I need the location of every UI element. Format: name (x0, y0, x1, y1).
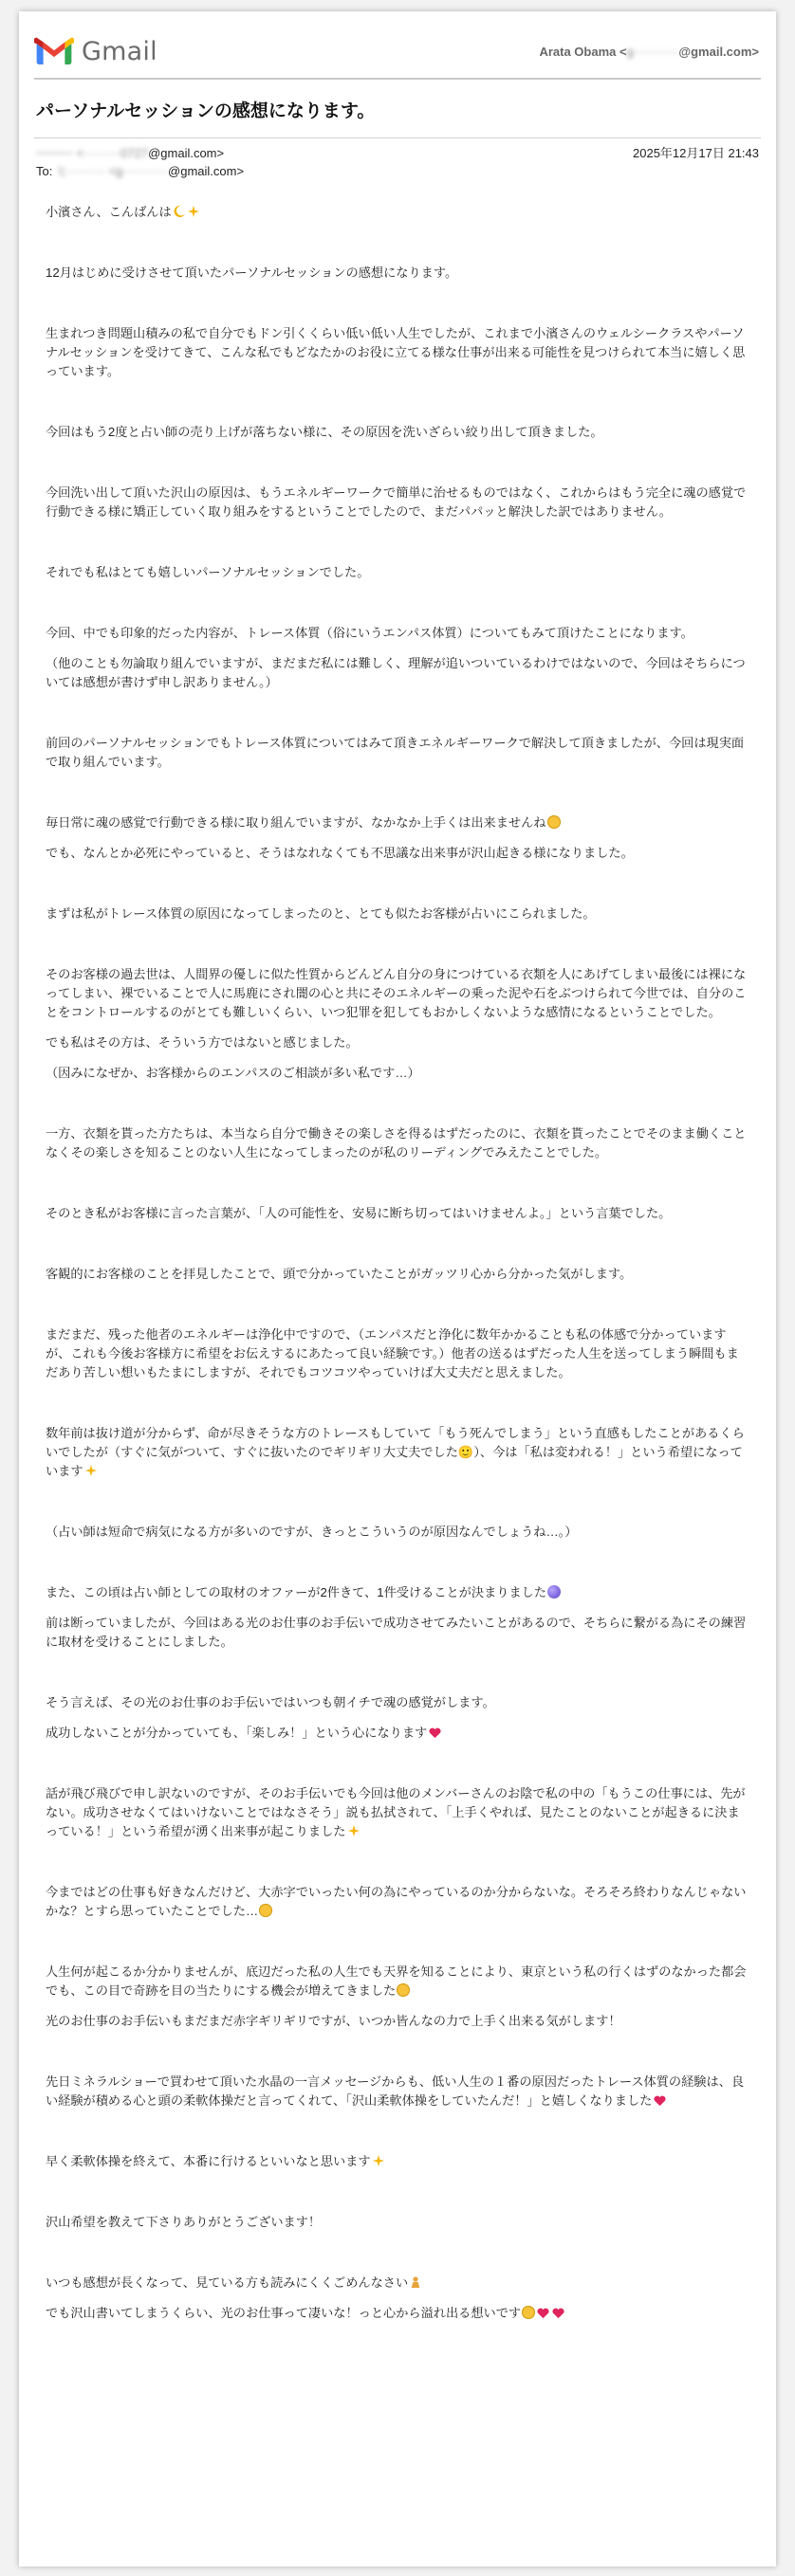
body-paragraph: 先日ミネラルショーで買わせて頂いた水晶の一言メッセージからも、低い人生の１番の原因だったトレース体質の経験は、良い経験が積める心と頭の柔軟体操だと言ってくれて、「沢山柔軟体操をしていたんだ！」と嬉しくなりました (46, 2074, 745, 2108)
body-paragraph: そのお客様の過去世は、人間界の優しに似た性質からどんどん自分の身につけている衣類を人にあげてしまい最後には裸になってしまい、裸でいることで人に馬鹿にされ闇の心と共にそのエネルギーの乗った泥や石をぶつけられて今世では、自分のことをコントロールするのがとても難しいくらい、いつ犯罪を犯してもおかしくないような感情になるということでした。 (46, 967, 747, 1019)
grinning-face-icon (547, 815, 561, 829)
body-paragraph: 今まではどの仕事も好きなんだけど、大赤字でいったい何の為にやっているのか分からないな。そろそろ終わりなんじゃないかな？とすら思っていたことでした… (46, 1885, 747, 1918)
email-date: 2025年12月17日 21:43 (633, 146, 759, 160)
body-paragraph: 一方、衣類を貰った方たちは、本当なら自分で働きその楽しさを得るはずだったのに、衣類を貰ったことでそのまま働くことなくその楽しさを知ることのない人生になってしまったのが私のリーディングでみえたことでした。 (46, 1126, 747, 1160)
crystal-ball-icon (547, 1585, 561, 1599)
heart-icon (428, 1727, 442, 1739)
email-meta (30, 138, 765, 180)
sparkles-icon (84, 1464, 98, 1477)
to-row (36, 162, 759, 180)
gmail-m-icon (34, 36, 74, 66)
crescent-moon-icon (173, 205, 186, 218)
email-subject: パーソナルセッションの感想になります。 (36, 101, 376, 121)
sender-name-hidden: ········· (36, 146, 73, 160)
account-email-hidden: g··········· (626, 44, 679, 59)
sparkles-icon (347, 1824, 361, 1837)
body-paragraph: 早く柔軟体操を終えて、本番に行けるといいなと思います (46, 2152, 749, 2171)
body-paragraph: でも沢山書いてしまうくらい、光のお仕事って凄いな！っと心から溢れ出る想いです (46, 2304, 749, 2323)
sender-email-domain: @gmail.com> (148, 146, 225, 160)
body-paragraph: 前は断っていましたが、今回はある光のお仕事のお手伝いで成功させてみたいことがあるので、そちらに繋がる為にその練習に取材を受けることにしました。 (46, 1616, 747, 1649)
bow-icon (409, 2275, 422, 2289)
body-paragraph: 前回のパーソナルセッションでもトレース体質についてはみて頂きエネルギーワークで解決して頂きましたが、今回は現実面で取り組んでいます。 (46, 736, 745, 769)
body-paragraph: 今回はもう2度と占い師の売り上げが落ちない様に、その原因を洗いざらい絞り出して頂きました。 (46, 425, 603, 439)
grinning-face-icon (259, 1904, 272, 1917)
body-paragraph: 光のお仕事のお手伝いもまだまだ赤字ギリギリですが、いつか皆んなの力で上手く出来る気がします！ (46, 2014, 621, 2028)
body-paragraph: 人生何が起こるか分かりませんが、底辺だった私の人生でも天界を知ることにより、東京という私の行くはずのなかった都会でも、この目で奇跡を目の当たりにする機会が増えてきました (46, 1964, 747, 1998)
body-paragraph: まだまだ、残った他者のエネルギーは浄化中ですので、（エンパスだと浄化に数年かかることも私の体感で分かっていますが、これも今後お客様方に希望をお伝えするにあたって良い経験です。）他者の送るはずだった人生を送ってしまう瞬間もまだあり苦しい想いもたまにしますが、それでもコツコツやっていけば大丈夫だと思えました。 (46, 1327, 739, 1379)
recipient-name-hidden: ヒ········· (55, 164, 105, 178)
body-paragraph: 客観的にお客様のことを拝見したことで、頭で分かっていたことがガッツリ心から分かった気がします。 (46, 1267, 633, 1281)
body-greeting: 小濱さん、こんばんは (46, 203, 749, 222)
email-print-page (19, 11, 776, 2567)
smiling-face-icon (522, 2306, 535, 2319)
body-paragraph: また、この頃は占い師としての取材のオファーが2件きて、1件受けることが決まりました (46, 1583, 749, 1602)
sender (36, 144, 224, 162)
account-identity (539, 45, 759, 59)
heart-icon (551, 2308, 565, 2319)
body-paragraph: いつも感想が長くなって、見ている方も読みにくくごめんなさい (46, 2274, 749, 2293)
body-paragraph: 成功しないことが分かっていても、「楽しみ！」という心になります (46, 1724, 749, 1743)
body-paragraph: 生まれつき問題山積みの私で自分でもドン引くくらい低い低い人生でしたが、これまで小濱さんのウェルシークラスやパーソナルセッションを受けてきて、こんな私でもどなたかのお役に立てる様な仕事が出来る可能性を見つけられて本当に嬉しく思っています。 (46, 326, 746, 378)
gmail-wordmark: Gmail (82, 36, 157, 66)
body-paragraph: それでも私はとても嬉しいパーソナルセッションでした。 (46, 565, 370, 579)
body-paragraph: 12月はじめに受けさせて頂いたパーソナルセッションの感想になります。 (46, 265, 458, 280)
body-paragraph: でも私はその方は、そういう方ではないと感じました。 (46, 1035, 359, 1050)
body-paragraph: 数年前は抜け道が分からず、命が尽きそうな方のトレースもしていて「もう死んでしまう」という直感もしたことがあるくらいでしたが（すぐに気がついて、すぐに抜いたのでギリギリ大丈夫でした🙂）、今は「私は変われる！」という希望になっています (46, 1426, 745, 1478)
header (30, 34, 765, 68)
body-paragraph: （他のことも勿論取り組んでいますが、まだまだ私には難しく、理解が追いついているわけではないので、今回はそちらについては感想が書けず申し訳ありません。） (46, 656, 746, 689)
body-paragraph: 沢山希望を教えて下さりありがとうございます！ (46, 2215, 322, 2229)
body-paragraph: 毎日常に魂の感覚で行動できる様に取り組んでいますが、なかなか上手くは出来ませんね (46, 813, 749, 832)
smiling-face-icon (397, 1983, 410, 1997)
email-body (30, 180, 765, 2323)
account-email-domain: @gmail.com> (678, 44, 759, 59)
body-paragraph: 今回、中でも印象的だった内容が、トレース体質（俗にいうエンパス体質）についてもみて頂けたことになります。 (46, 626, 693, 640)
to-label: To: (36, 164, 56, 178)
heart-icon (536, 2308, 550, 2319)
recipient-email-hidden: <g··········· (108, 164, 169, 178)
heart-icon (653, 2095, 667, 2107)
body-paragraph: まずは私がトレース体質の原因になってしまったのと、とても似たお客様が占いにこられました。 (46, 906, 596, 921)
body-paragraph: そう言えば、その光のお仕事のお手伝いではいつも朝イチで魂の感覚がします。 (46, 1695, 495, 1709)
from-row (36, 144, 759, 162)
body-paragraph: （因みになぜか、お客様からのエンパスのご相談が多い私です…） (46, 1066, 420, 1080)
body-paragraph: でも、なんとか必死にやっていると、そうはなれなくても不思議な出来事が沢山起きる様になりました。 (46, 846, 634, 860)
body-paragraph: 話が飛び飛びで申し訳ないのですが、そのお手伝いでも今回は他のメンバーさんのお陰で私の中の「もうこの仕事には、先がない。成功させなくてはいけないことではなさそう」説も払拭されて、「上手くやれば、見たことのないことが起きるに決まっている！」という希望が湧く出来事が起こりました (46, 1786, 746, 1838)
sparkles-icon (372, 2154, 385, 2167)
sparkles-icon (187, 205, 200, 218)
recipient-email-domain: @gmail.com> (168, 164, 245, 178)
sender-email-hidden: <·········0727 (76, 146, 149, 160)
body-paragraph: （占い師は短命で病気になる方が多いのですが、きっとこういうのが原因なんでしょうね…。） (46, 1525, 578, 1539)
account-prefix: Arata Obama < (539, 44, 627, 59)
gmail-logo (34, 36, 157, 66)
body-paragraph: 今回洗い出して頂いた沢山の原因は、もうエネルギーワークで簡単に治せるものではなく、これからはもう完全に魂の感覚で行動できる様に矯正していく取り組みをするということでしたので、まだパパッと解決した訳ではありません。 (46, 485, 747, 519)
body-paragraph: そのとき私がお客様に言った言葉が、「人の可能性を、安易に断ち切ってはいけませんよ。」という言葉でした。 (46, 1206, 672, 1220)
recipient (36, 162, 244, 180)
